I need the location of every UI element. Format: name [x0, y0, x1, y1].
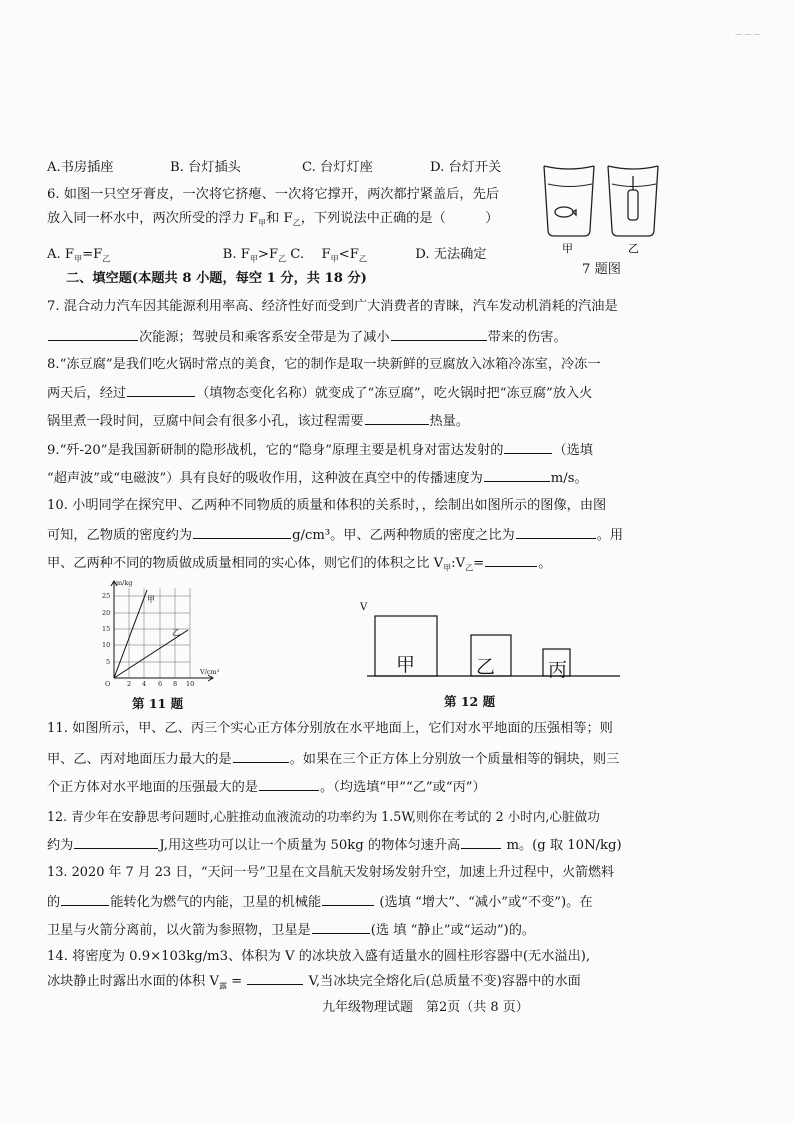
q11-line-3: 个正方体对水平地面的压强最大的是 。（均选填“甲”“乙”或“丙”） [47, 780, 486, 795]
beaker-yi-label: 乙 [628, 242, 639, 255]
q13-blank-3[interactable] [312, 921, 370, 934]
q12-line-2: 约为 J,用这些功可以让一个质量为 50kg 的物体匀速升高 m。(g 取 10N/kg) [47, 838, 622, 853]
figure-11-caption: 第 11 题 [132, 696, 184, 711]
q5-option-d: D. 台灯开关 [430, 160, 502, 175]
q5-option-a: A.书房插座 [47, 160, 114, 175]
q6-line-2: 放入同一杯水中，两次所受的浮力 $F_甲$和 $F_乙$，下列说法中正确的是（ ） [47, 211, 499, 228]
q7-line-1: 7. 混合动力汽车因其能源利用率高、经济性好而受到广大消费者的青睐，汽车发动机消耗的汽油是 [47, 299, 618, 314]
q8-line-2: 两天后，经过 （填物态变化名称）就变成了“冻豆腐”，吃火锅时把“冻豆腐”放入火 [47, 386, 593, 401]
q6-line-1: 6. 如图一只空牙膏皮，一次将它挤瘪、一次将它撑开，两次都拧紧盖后，先后 [47, 187, 499, 202]
x-tick: 2 [127, 680, 132, 688]
q8-line-1: 8.“冻豆腐”是我们吃火锅时常点的美食，它的制作是取一块新鲜的豆腐放入冰箱冷冻室，冷冻一 [47, 357, 601, 372]
q10-blank-3[interactable] [485, 554, 537, 567]
q7-line-2: 次能源；驾驶员和乘客系安全带是为了减小 带来的伤害。 [47, 328, 567, 347]
q12-blank-2[interactable] [461, 836, 501, 849]
q13-blank-1[interactable] [61, 893, 109, 906]
q10-blank-2[interactable] [516, 526, 596, 539]
x-tick: 8 [173, 680, 178, 688]
q10-line-3: 甲、乙两种不同的物质做成质量相同的实心体，则它们的体积之比 $V_甲:V_乙=$ 。 [47, 556, 552, 573]
figure-12-caption: 第 12 题 [444, 694, 496, 709]
q14-blank-1[interactable] [247, 972, 303, 985]
q5-option-c: C. 台灯灯座 [302, 160, 373, 175]
q8-blank-1[interactable] [127, 384, 195, 397]
q9-line-1: 9.“歼-20”是我国新研制的隐形战机，它的“隐身”原理主要是机身对雷达发射的 （选填 [47, 443, 593, 458]
cube-yi-label: 乙 [476, 656, 496, 678]
q7-blank-2[interactable] [391, 328, 487, 341]
q12-blank-1[interactable] [74, 836, 158, 849]
x-tick: 6 [158, 680, 163, 688]
q11-blank-2[interactable] [259, 778, 319, 791]
q12-line-1: 12. 青少年在安静思考问题时,心脏推动血液流动的功率约为 1.5W,则你在考试的 2 小时内,心脏做功 [47, 809, 600, 824]
q10-blank-1[interactable] [193, 526, 291, 539]
y-tick: 10 [102, 641, 111, 649]
q5-option-b: B. 台灯插头 [170, 160, 241, 175]
figure-7-caption: 7 题图 [582, 262, 621, 277]
x-tick: 4 [142, 680, 147, 688]
page-footer: 九年级物理试题 第2页（共 8 页） [322, 1000, 529, 1015]
q13-blank-2[interactable] [322, 893, 374, 906]
q9-line-2: “超声波”或“电磁波”）具有良好的吸收作用，这种波在真空中的传播速度为 m/s。 [47, 471, 588, 486]
cube-bing-label: 丙 [548, 659, 568, 681]
section-2-title: 二、填空题(本题共 8 小题，每空 1 分，共 18 分) [66, 271, 367, 286]
cube-jia-label: 甲 [396, 654, 416, 676]
line-jia [114, 590, 147, 678]
q9-blank-1[interactable] [504, 441, 552, 454]
corner-mark: — — — [735, 30, 761, 38]
beaker-jia-label: 甲 [562, 242, 573, 255]
figure-12-corner-mark: V [360, 602, 368, 613]
q10-line-2: 可知，乙物质的密度约为 g/cm³。甲、乙两种物质的密度之比为 。用 [47, 528, 624, 543]
figure-7-beakers [540, 160, 660, 255]
line-jia-label: 甲 [147, 595, 155, 604]
y-tick: 20 [102, 609, 111, 617]
figure-11-graph [100, 578, 230, 688]
q13-line-3: 卫星与火箭分离前，以火箭为参照物，卫星是 (选 填 “静止”或“运动”)的。 [47, 923, 536, 938]
q8-line-3: 锅里煮一段时间，豆腐中间会有很多小孔，该过程需要 热量。 [47, 414, 470, 429]
y-tick: 25 [102, 592, 111, 600]
q9-blank-2[interactable] [484, 469, 550, 482]
q6-options: A. $F_甲=F_乙$ B. $F_甲>F_乙$ C. $F_甲<F_乙$ D. 无法确定 [47, 247, 487, 264]
q8-blank-2[interactable] [365, 412, 429, 425]
line-yi [114, 630, 188, 678]
y-tick: 15 [102, 625, 111, 633]
y-tick: 5 [106, 658, 111, 666]
q13-line-2: 的 能转化为燃气的内能，卫星的机械能 (选填 “增大”、“减小”或“不变”)。在 [47, 895, 593, 910]
q14-line-2: 冰块静止时露出水面的体积 $V_露 = V$,当冰块完全熔化后(总质量不变)容器中的水面 [47, 974, 581, 991]
q14-line-1: 14. 将密度为 0.9×103kg/m3、体积为 V 的冰块放入盛有适量水的圆柱形容器中(无水溢出), [47, 949, 591, 964]
q11-line-2: 甲、乙、丙对地面压力最大的是 。如果在三个正方体上分别放一个质量相等的铜块，则三 [47, 752, 620, 767]
q7-blank-1[interactable] [48, 328, 138, 341]
x-axis-unit: V/cm³ [200, 668, 220, 676]
q11-line-1: 11. 如图所示，甲、乙、丙三个实心正方体分别放在水平地面上，它们对水平地面的压强相等；则 [47, 721, 613, 736]
q11-blank-1[interactable] [233, 750, 289, 763]
x-tick: 10 [186, 680, 195, 688]
q13-line-1: 13. 2020 年 7 月 23 日，“天问一号”卫星在文昌航天发射场发射升空，加速上升过程中，火箭燃料 [47, 865, 614, 880]
y-axis-unit: m/kg [116, 579, 133, 587]
q10-line-1: 10. 小明同学在探究甲、乙两种不同物质的质量和体积的关系时，，绘制出如图所示的图像，由图 [47, 498, 607, 513]
origin-label: O [105, 680, 111, 688]
line-yi-label: 乙 [172, 628, 180, 637]
